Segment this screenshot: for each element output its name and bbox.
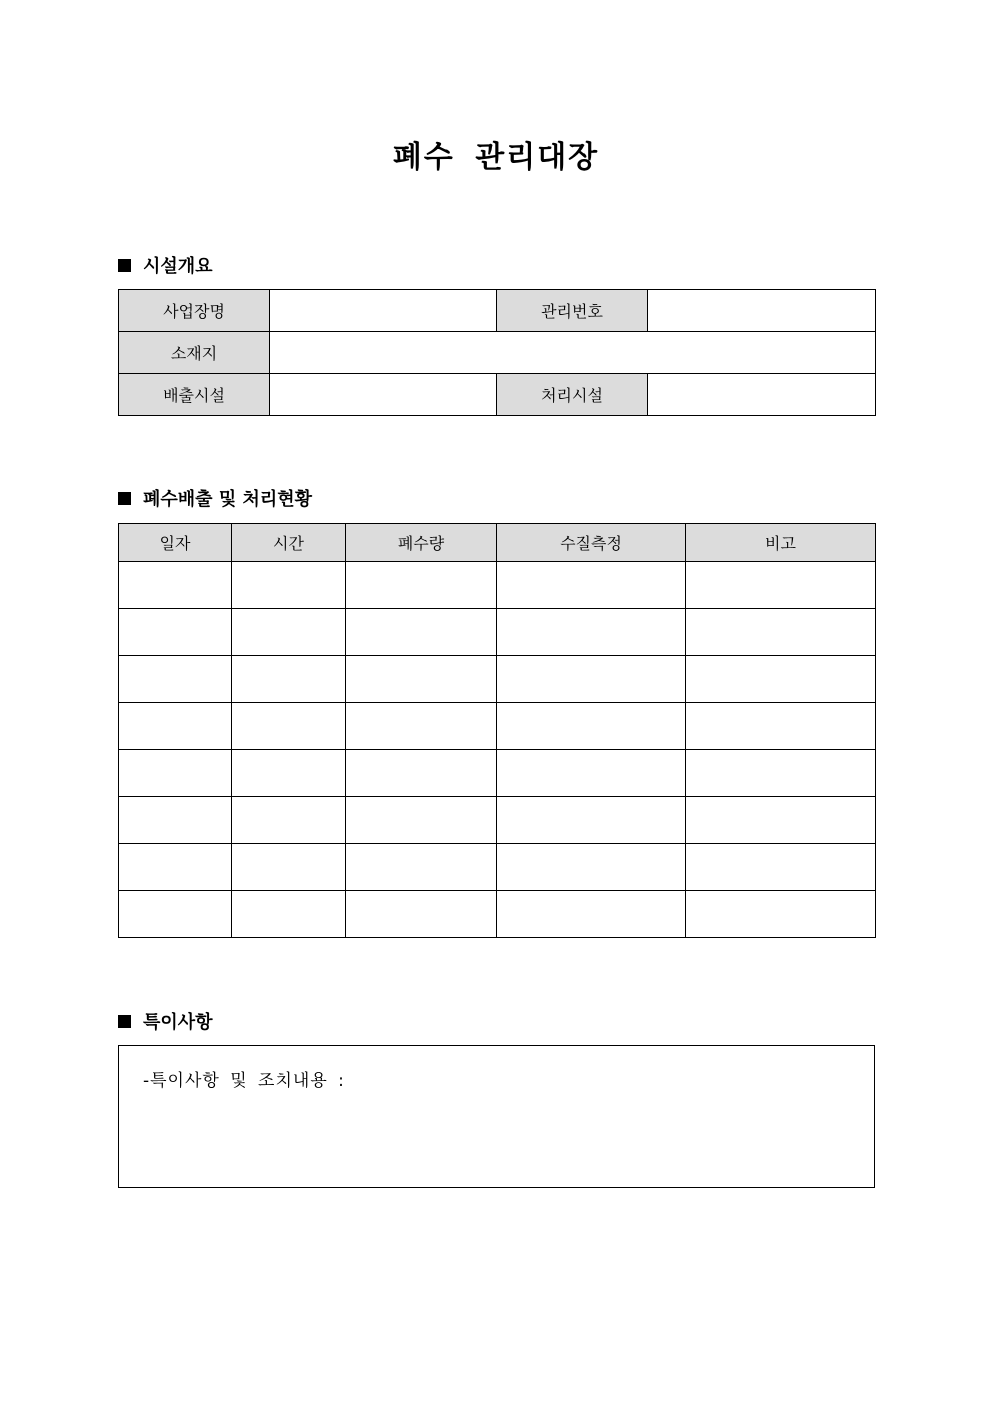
table-row (119, 609, 876, 656)
volume-cell[interactable] (346, 750, 497, 797)
remarks-cell[interactable] (686, 656, 876, 703)
remarks-cell[interactable] (686, 891, 876, 938)
volume-cell[interactable] (346, 703, 497, 750)
quality-cell[interactable] (497, 844, 686, 891)
remarks-cell[interactable] (686, 797, 876, 844)
table-row (119, 332, 876, 374)
time-cell[interactable] (232, 891, 346, 938)
discharge-facility-field[interactable] (270, 374, 497, 416)
label-discharge-facility: 배출시설 (119, 374, 270, 416)
remarks-cell[interactable] (686, 609, 876, 656)
volume-cell[interactable] (346, 891, 497, 938)
table-row (119, 891, 876, 938)
page-title: 폐수 관리대장 (392, 140, 600, 175)
volume-cell[interactable] (346, 609, 497, 656)
quality-cell[interactable] (497, 609, 686, 656)
time-cell[interactable] (232, 656, 346, 703)
quality-cell[interactable] (497, 703, 686, 750)
volume-cell[interactable] (346, 656, 497, 703)
table-row (119, 844, 876, 891)
label-treatment-facility: 처리시설 (497, 374, 648, 416)
time-cell[interactable] (232, 562, 346, 609)
time-cell[interactable] (232, 750, 346, 797)
volume-cell[interactable] (346, 844, 497, 891)
discharge-records-table (118, 523, 876, 938)
table-row (119, 562, 876, 609)
label-location: 소재지 (119, 332, 270, 374)
section-title: 폐수배출 및 처리현황 (143, 489, 313, 510)
section-heading-notes (118, 1009, 213, 1033)
time-cell[interactable] (232, 609, 346, 656)
date-cell[interactable] (119, 703, 232, 750)
table-row (119, 656, 876, 703)
date-cell[interactable] (119, 656, 232, 703)
remarks-cell[interactable] (686, 750, 876, 797)
time-cell[interactable] (232, 703, 346, 750)
table-row (119, 290, 876, 332)
square-bullet-icon (118, 259, 131, 272)
square-bullet-icon (118, 492, 131, 505)
date-cell[interactable] (119, 609, 232, 656)
section-heading-records (118, 486, 312, 510)
remarks-cell[interactable] (686, 562, 876, 609)
square-bullet-icon (118, 1015, 131, 1028)
column-header-remarks: 비고 (686, 524, 876, 562)
section-heading-overview (118, 253, 213, 277)
remarks-cell[interactable] (686, 703, 876, 750)
date-cell[interactable] (119, 891, 232, 938)
mgmt-number-field[interactable] (648, 290, 876, 332)
table-row (119, 750, 876, 797)
volume-cell[interactable] (346, 797, 497, 844)
quality-cell[interactable] (497, 562, 686, 609)
column-header-volume: 폐수량 (346, 524, 497, 562)
quality-cell[interactable] (497, 891, 686, 938)
table-row (119, 703, 876, 750)
label-business-name: 사업장명 (119, 290, 270, 332)
quality-cell[interactable] (497, 797, 686, 844)
column-header-time: 시간 (232, 524, 346, 562)
date-cell[interactable] (119, 562, 232, 609)
table-row (119, 797, 876, 844)
volume-cell[interactable] (346, 562, 497, 609)
notes-box[interactable] (118, 1045, 875, 1188)
quality-cell[interactable] (497, 656, 686, 703)
date-cell[interactable] (119, 844, 232, 891)
date-cell[interactable] (119, 750, 232, 797)
business-name-field[interactable] (270, 290, 497, 332)
table-row (119, 374, 876, 416)
section-title: 특이사항 (143, 1012, 213, 1033)
time-cell[interactable] (232, 797, 346, 844)
location-field[interactable] (270, 332, 876, 374)
notes-prompt: -특이사항 및 조치내용 : (143, 1071, 345, 1091)
table-header-row (119, 524, 876, 562)
column-header-quality: 수질측정 (497, 524, 686, 562)
treatment-facility-field[interactable] (648, 374, 876, 416)
time-cell[interactable] (232, 844, 346, 891)
label-mgmt-number: 관리번호 (497, 290, 648, 332)
column-header-date: 일자 (119, 524, 232, 562)
date-cell[interactable] (119, 797, 232, 844)
facility-overview-table (118, 289, 876, 416)
quality-cell[interactable] (497, 750, 686, 797)
remarks-cell[interactable] (686, 844, 876, 891)
section-title: 시설개요 (143, 256, 213, 277)
